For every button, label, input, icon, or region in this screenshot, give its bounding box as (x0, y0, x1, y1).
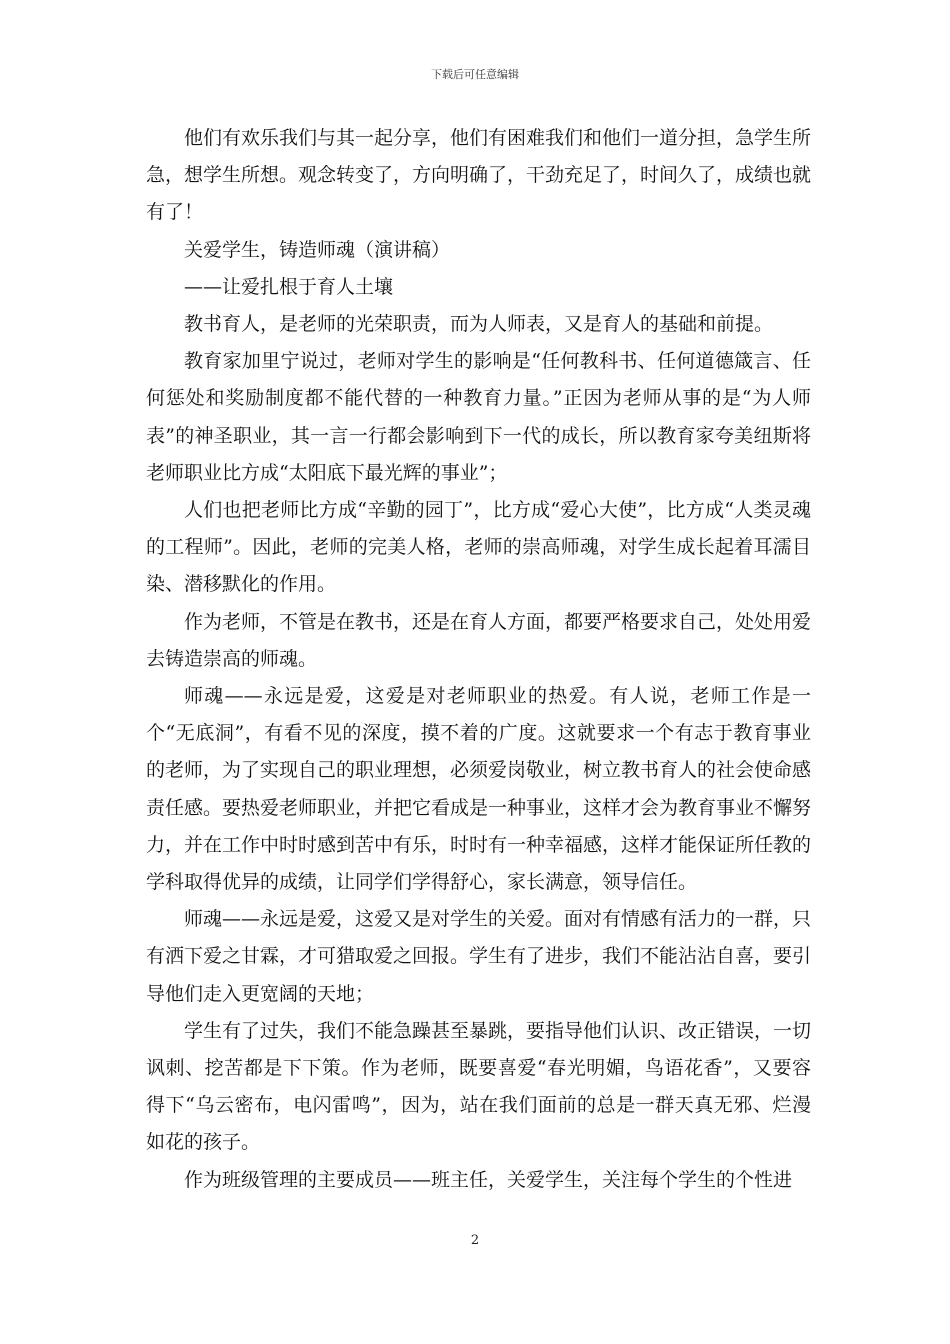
paragraph: 作为老师，不管是在教书，还是在育人方面，都要严格要求自己，处处用爱去铸造崇高的师魂。 (146, 610, 812, 670)
page-number: 2 (470, 1233, 480, 1248)
paragraph: 教育家加里宁说过，老师对学生的影响是“任何教科书、任何道德箴言、任何惩处和奖励制度都不能代替的一种教育力量。”正因为老师从事的是“为人师表”的神圣职业，其一言一行都会影响到下一代的成长，所以教育家夸美纽斯将老师职业比方成“太阳底下最光辉的事业”； (146, 350, 811, 484)
paragraph: 师魂——永远是爱，这爱是对老师职业的热爱。有人说，老师工作是一个“无底洞”，有看不见的深度，摸不着的广度。这就要求一个有志于教育事业的老师，为了实现自己的职业理想，必须爱岗敬业，树立教书育人的社会使命感责任感。要热爱老师职业，并把它看成是一种事业，这样才会为教育事业不懈努力，并在工作中时时感到苦中有乐，时时有一种幸福感，这样才能保证所任教的学科取得优异的成绩，让同学们学得舒心，家长满意，领导信任。 (146, 685, 812, 894)
page-header: 下载后可任意编辑 (431, 68, 519, 81)
paragraph: 他们有欢乐我们与其一起分享，他们有困难我们和他们一道分担，急学生所急，想学生所想。观念转变了，方向明确了，干劲充足了，时间久了，成绩也就有了！ (146, 127, 812, 224)
paragraph: 学生有了过失，我们不能急躁甚至暴跳，要指导他们认识、改正错误，一切讽刺、挖苦都是下下策。作为老师，既要喜爱“春光明媚，鸟语花香”，又要容得下“乌云密布，电闪雷鸣”，因为，站在我们面前的总是一群天真无邪、烂漫如花的孩子。 (146, 1019, 812, 1154)
paragraph: 教书育人，是老师的光荣职责，而为人师表，又是育人的基础和前提。 (184, 313, 774, 336)
paragraph: 人们也把老师比方成“辛勤的园丁”，比方成“爱心大使”，比方成“人类灵魂的工程师”。因此，老师的完美人格，老师的崇高师魂，对学生成长起着耳濡目染、潜移默化的作用。 (146, 499, 811, 596)
speech-title: 关爱学生，铸造师魂（演讲稿） (184, 238, 451, 261)
paragraph: 师魂——永远是爱，这爱又是对学生的关爱。面对有情感有活力的一群，只有洒下爱之甘霖，才可猎取爱之回报。学生有了进步，我们不能沾沾自喜，要引导他们走入更宽阔的天地； (146, 908, 812, 1005)
speech-subtitle: ——让爱扎根于育人土壤 (184, 275, 394, 298)
document-body (146, 120, 811, 1199)
paragraph: 作为班级管理的主要成员——班主任，关爱学生，关注每个学生的个性进 (184, 1168, 793, 1191)
